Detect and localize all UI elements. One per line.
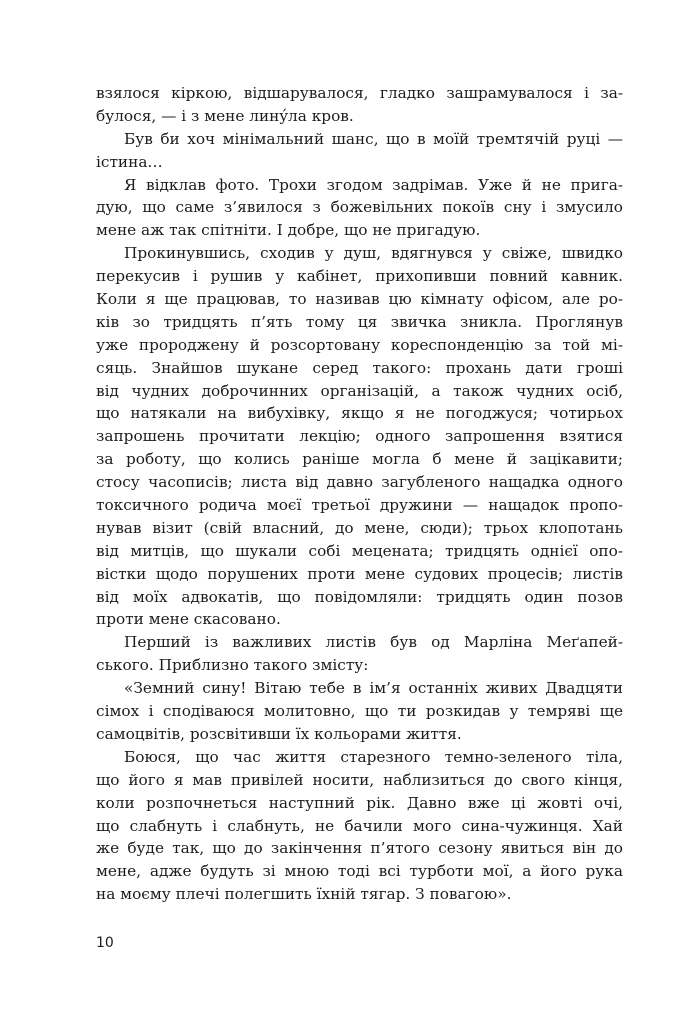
text-line: від моїх адвокатів, що повідомляли: тридцять один позов [96,587,623,606]
text-line: Перший із важливих листів був од Марліна Меґапей- [124,633,623,652]
text-line: проти мене скасовано. [96,610,281,629]
text-line: булося, — і з мене линýла кров. [96,106,354,125]
text-line: від митців, що шукали собі мецената; тридцять однієї опо- [96,541,623,560]
text-line: мене, адже будуть зі мною тоді всі турботи мої, а його рука [96,862,623,881]
text-line: ків зо тридцять п’ять тому ця звичка зникла. Проглянув [96,312,623,331]
text-line: нував візит (свій власний, до мене, сюди); трьох клопотань [96,518,623,537]
text-line: Боюся, що час життя старезного темно-зеленого тіла, [124,747,623,766]
page-number: 10 [96,935,114,951]
text-line: вістки щодо порушених проти мене судових процесів; листів [96,564,623,583]
text-line: сяць. Знайшов шукане серед такого: прохань дати гроші [96,358,623,377]
text-line: за роботу, що колись раніше могла б мене й зацікавити; [96,450,623,469]
text-line: взялося кіркою, відшарувалося, гладко зашрамувалося і за- [96,84,623,102]
text-line: що натякали на вибухівку, якщо я не погоджуся; чотирьох [96,404,623,423]
text-line: перекусив і рушив у кабінет, прихопивши повний кавник. [96,267,623,286]
text-line: мене аж так спітніти. І добре, що не пригадую. [96,221,481,240]
text-line: уже пророджену й розсортовану кореспонденцію за той мі- [96,335,623,354]
text-line: дую, що саме з’явилося з божевільних покоїв сну і змусило [96,198,623,217]
text-line: що його я мав привілей носити, наблизиться до свого кінця, [96,770,623,789]
text-line: істина… [96,152,163,171]
text-line: від чудних доброчинних організацій, а також чудних осіб, [96,381,623,400]
text-line: «Земний сину! Вітаю тебе в ім’я останніх живих Двадцяти [124,679,623,698]
text-line: на моєму плечі полегшить їхній тягар. З повагою». [96,885,512,904]
text-line: ського. Приблизно такого змісту: [96,656,369,675]
body-text [96,82,623,906]
text-line: що слабнуть і слабнуть, не бачили мого сина-чужинця. Хай [96,816,623,835]
text-line: Був би хоч мінімальний шанс, що в моїй тремтячій руці — [124,129,623,148]
text-line: же буде так, що до закінчення п’ятого сезону явиться він до [96,839,623,858]
text-line: Прокинувшись, сходив у душ, вдягнувся у свіже, швидко [124,244,623,263]
text-line: стосу часописів; листа від давно загубленого нащадка одного [96,473,623,492]
text-line: самоцвітів, розсвітивши їх кольорами життя. [96,724,462,743]
text-line: Коли я ще працював, то називав цю кімнату офісом, але ро- [96,290,623,309]
text-line: токсичного родича моєї третьої дружини — нащадок пропо- [96,496,623,515]
text-line: запрошень прочитати лекцію; одного запрошення взятися [96,427,623,446]
text-line: коли розпочнеться наступний рік. Давно вже ці жовті очі, [96,793,623,812]
text-line: сімох і сподіваюся молитовно, що ти розкидав у темряві ще [96,702,623,721]
text-line: Я відклав фото. Трохи згодом задрімав. Уже й не прига- [124,175,623,194]
